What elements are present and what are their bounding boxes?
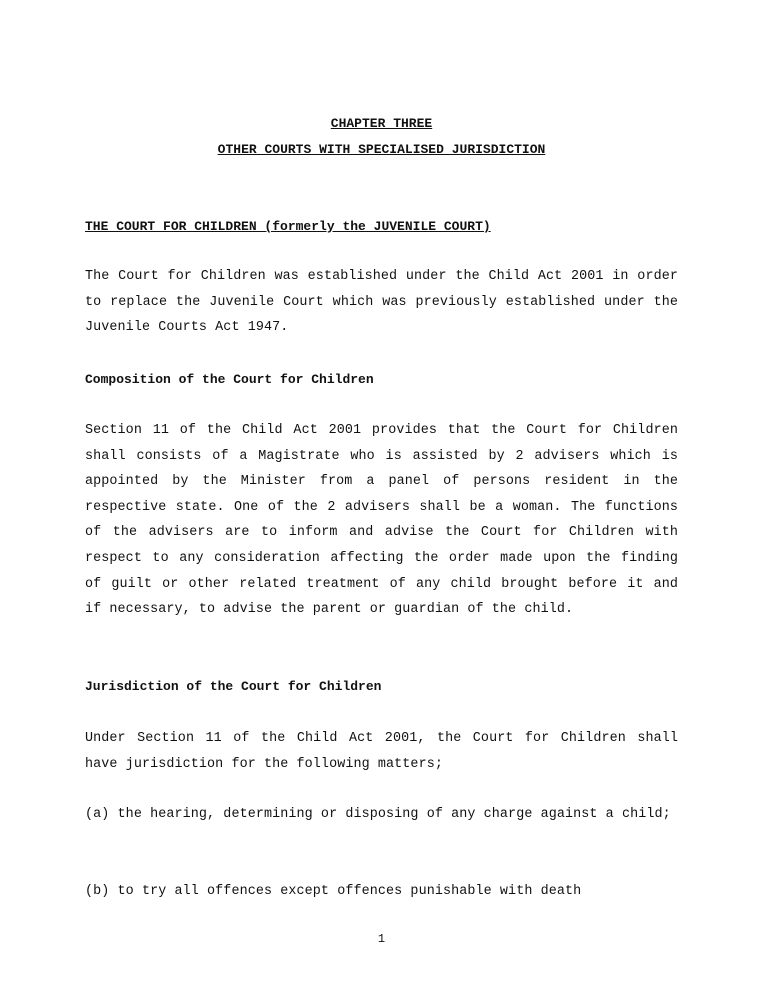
chapter-title: CHAPTER THREE [330, 116, 433, 131]
section-heading: THE COURT FOR CHILDREN (formerly the JUVENILE COURT) [85, 219, 491, 234]
composition-heading: Composition of the Court for Children [85, 372, 374, 387]
chapter-subtitle: OTHER COURTS WITH SPECIALISED JURISDICTION [217, 142, 546, 157]
jurisdiction-paragraph: Under Section 11 of the Child Act 2001, the Court for Children shall have jurisdiction for the following matters; [85, 731, 678, 772]
page-number: 1 [377, 932, 386, 946]
composition-paragraph: Section 11 of the Child Act 2001 provides that the Court for Children shall consists of a Magistrate who is assisted by 2 advisers which is appointed by the Minister from a panel of persons resident in the respective state. One of the 2 advisers shall be a woman. The functions of the advisers are to inform and advise the Court for Children with respect to any consideration affecting the order made upon the finding of guilt or other related treatment of any child brought before it and if necessary, to advise the parent or guardian of the child. [85, 423, 678, 618]
document-page [85, 0, 678, 994]
list-item-b: (b) to try all offences except offences punishable with death [85, 884, 582, 899]
intro-paragraph: The Court for Children was established under the Child Act 2001 in order to replace the Juvenile Court which was previously established under the Juvenile Courts Act 1947. [85, 269, 678, 336]
jurisdiction-heading: Jurisdiction of the Court for Children [85, 679, 382, 694]
list-item-a: (a) the hearing, determining or disposing of any charge against a child; [85, 807, 671, 822]
